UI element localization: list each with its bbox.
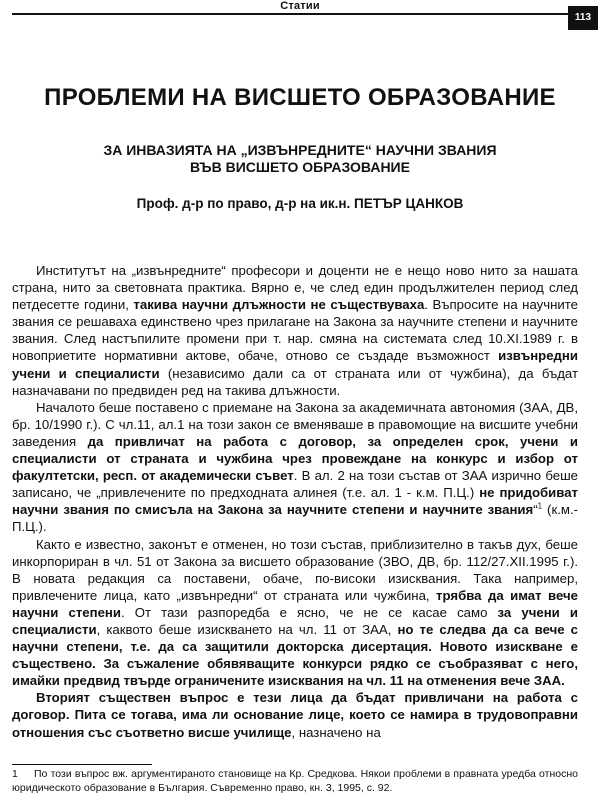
text-run: Както е известно, законът е отменен, но този състав, приблизително в такъв дух, беше инкорпориран в чл. 51 от Закона за висшето образование (ЗВО, ДВ, бр. 112/27.XII.1995 г.). В новата редакция са поставени, обаче, по-високи изисквания. Така например, привлечените лица, като „извънредни“ от страната или чужбина, [12, 536, 578, 603]
article-author: Проф. д-р по право, д-р на ик.н. ПЕТЪР ЦАНКОВ [136, 196, 464, 211]
text-run: Началото беше поставено с приемане на Закона за академичната автономия (ЗАА, ДВ, бр. 10/1990 г.). С чл.11, ал.1 на този закон се вменяваше в правомощие на висшите учебни заведения [12, 399, 578, 449]
bold-run: но те следва да са вече с научни степени, т.е. да са защитили докторска дисертация. Новото изискване е съществено. За съжаление обявяващите конкурси рядко се съобразяват с него, имайки предвид твърде ограничените изисквания на чл. 11 на отменения вече ЗАА. [12, 621, 578, 689]
article-title: ПРОБЛЕМИ НА ВИСШЕТО ОБРАЗОВАНИЕ [44, 84, 556, 111]
footnote-number: 1 [12, 768, 18, 780]
bold-run: такива научни длъжности не съществуваха [133, 297, 425, 313]
subtitle-line-1: ЗА ИНВАЗИЯТА НА „ИЗВЪНРЕДНИТЕ“ НАУЧНИ ЗВАНИЯ [103, 142, 497, 158]
text-run: (к.м.-П.Ц.). [12, 502, 578, 535]
header-rule [12, 13, 578, 15]
paragraph-4 [12, 689, 578, 740]
running-header [0, 0, 600, 23]
bold-run: извънредни учени и специалисти [12, 348, 578, 381]
article-body [12, 262, 578, 741]
text-run: “ [533, 502, 538, 518]
paragraph-3 [12, 536, 578, 690]
subtitle-line-2: ВЪВ ВИСШЕТО ОБРАЗОВАНИЕ [190, 159, 410, 175]
footnote-rule [12, 764, 152, 765]
bold-run: трябва да имат вече научни степени [12, 587, 578, 620]
text-run: (независимо дали са от страната или от чужбина), да бъдат назначавани по предвиден ред на такива длъжности. [12, 365, 578, 398]
bold-run: Вторият съществен въпрос е тези лица да бъдат привличани на работа с договор. Пита се тогава, има ли основание лице, което се намира в трудовоправни отношения със съответно висше училище [12, 690, 578, 740]
footnote-marker: 1 [537, 501, 543, 511]
section-name: Статии [280, 0, 320, 12]
paragraph-1 [12, 262, 578, 399]
paragraph-2 [12, 399, 578, 536]
bold-run: за учени и специалисти [12, 604, 578, 637]
page-number-badge: 113 [568, 6, 598, 30]
text-run: Институтът на „извънредните“ професори и доценти не е нещо ново нито за нашата страна, нито за световната практика. Вярно е, че след един продължителен период след петдесетте години, [12, 263, 578, 313]
article-subtitle [0, 142, 600, 176]
text-run: , назначено на [291, 724, 381, 740]
text-run: , каквото беше изискването на чл. 11 от ЗАА, [96, 621, 398, 637]
bold-run: не придобиват научни звания по смисъла на Закона за научните степени и научните звания [12, 485, 578, 518]
text-run: . В ал. 2 на този състав от ЗАА изрично беше записано, че „привлечените по предходната алинея (т.е. ал. 1 - к.м. П.Ц.) [12, 468, 578, 501]
bold-run: да привличат на работа с договор, за определен срок, учени и специалисти от страната и чужбина чрез провеждане на конкурс и избор от факултетски, респ. от академически съвет [12, 433, 578, 484]
footnote [12, 767, 578, 795]
text-run: . Въпросите на научните звания се решаваха единствено чрез прилагане на Закона за научните степени и научните звания. След настъпилите промени при т. нар. смяна на системата след 10.XI.1989 г. в новоприетите нормативни актове, обаче, отново се създаде възможност [12, 297, 578, 364]
footnote-text: По този въпрос вж. аргументираното становище на Кр. Средкова. Някои проблеми в правната уредба относно юридическото образование в България. Съвременно право, кн. 3, 1995, с. 92. [12, 768, 578, 794]
text-run: . От тази разпоредба е ясно, че не се касае само [120, 604, 498, 620]
